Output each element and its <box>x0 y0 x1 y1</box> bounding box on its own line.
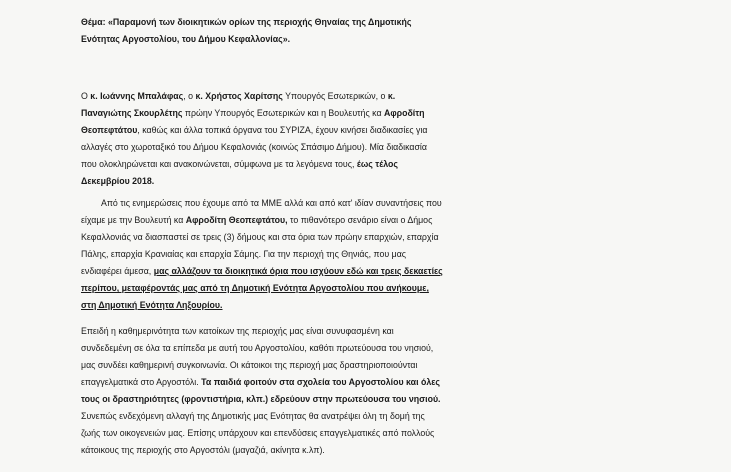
subject-text-1: Θέμα: «Παραμονή των διοικητικών ορίων της περιοχής Θηναίας της Δημοτικής <box>81 17 412 27</box>
subject-line-2 <box>0 31 731 48</box>
emphasis-underlined: μας αλλάζουν τα διοικητικά όρια που ισχύουν εδώ και τρεις δεκαετίες <box>153 266 443 276</box>
p2-line-2 <box>0 212 731 229</box>
p1-text: πρώην Υπουργός Εσωτερικών και η Βουλευτής κα <box>182 108 385 118</box>
p3-line-2 <box>0 340 731 357</box>
p2-text: Από τις ενημερώσεις που έχουμε από τα ΜΜΕ αλλά και από κατ' ιδίαν συναντήσεις που <box>101 198 442 208</box>
subject-line-1 <box>0 14 731 31</box>
p1-line-2 <box>0 105 731 122</box>
emphasis-underlined: στη Δημοτική Ενότητα Ληξουρίου. <box>81 300 223 310</box>
p2-text: ενδιαφέρει άμεσα, <box>81 266 154 276</box>
p1-line-5 <box>0 156 731 173</box>
p3-text: ζωής των οικογενειών μας. Επίσης υπάρχουν και επενδύσεις επαγγελματικές από πολλούς <box>81 428 435 438</box>
person-name: κ. Χρήστος Χαρίτσης <box>195 91 283 101</box>
p3-line-7 <box>0 425 731 442</box>
p2-text: Πάλης, επαρχία Κρανιαίας και επαρχία Σάμης. Για την περιοχή της Θηνιάς, που μας <box>81 249 407 259</box>
person-name: Αφροδίτη <box>384 108 425 118</box>
p1-line-6 <box>0 173 731 190</box>
person-name: Αφροδίτη Θεοπεφτάτου, <box>185 215 288 225</box>
deadline-text: Δεκεμβρίου 2018. <box>81 176 155 186</box>
person-name: κ. Ιωάννης Μπαλάφας <box>90 91 184 101</box>
p3-text: συνδεδεμένη σε όλα τα επίπεδα με αυτή του Αργοστολίου, καθότι πρωτεύουσα του νησιού, <box>81 343 434 353</box>
p1-text: αλλαγές στο χωροταξικό του Δήμου Κεφαλονιάς (κοινώς Σπάσιμο Δήμου). Μία διαδικασία <box>81 142 427 152</box>
p1-text: , καθώς και άλλα τοπικά όργανα του ΣΥΡΙΖΑ, έχουν κινήσει διαδικασίες για <box>137 125 428 135</box>
subject-text-2: Ενότητας Αργοστολίου, του Δήμου Κεφαλλονίας». <box>81 34 291 44</box>
p3-text: κάτοικους της περιοχής στο Αργοστόλι (μαγαζιά, ακίνητα κ.λπ). <box>81 445 325 455</box>
p3-line-3 <box>0 357 731 374</box>
p1-bold: κ. <box>387 91 396 101</box>
deadline-text: έως τέλος <box>356 159 398 169</box>
p2-line-4 <box>0 246 731 263</box>
p1-line-3 <box>0 122 731 139</box>
p3-bold: Τα παιδιά φοιτούν στα σχολεία του Αργοστολίου και όλες <box>201 377 440 387</box>
p3-line-5 <box>0 391 731 408</box>
person-name: Παναγιώτης Σκουρλέτης <box>81 108 183 118</box>
p2-line-1 <box>0 195 731 212</box>
p2-text: Κεφαλλονιάς να διασπαστεί σε τρεις (3) δήμους και στα όρια των πρώην επαρχιών, επαρχία <box>81 232 439 242</box>
p3-text: επαγγελματικά στο Αργοστόλι. <box>81 377 202 387</box>
p3-text: μας συνδέει καθημερινή συγκοινωνία. Οι κάτοικοι της περιοχή μας δραστηριοποιούνται <box>81 360 418 370</box>
p3-text: Επειδή η καθημερινότητα των κατοίκων της περιοχής μας είναι συνυφασμένη και <box>81 326 394 336</box>
p1-line-1 <box>0 88 731 105</box>
p2-line-3 <box>0 229 731 246</box>
p1-text: , ο <box>183 91 196 101</box>
p1-text: που ολοκληρώνεται και ανακοινώνεται, σύμφωνα με τα λεγόμενα τους, <box>81 159 357 169</box>
p3-bold: τους οι δραστηριότητες (φροντιστήρια, κλπ.) εδρεύουν στην πρωτεύουσα του νησιού. <box>81 394 441 404</box>
p2-text: το πιθανότερο σενάριο είναι ο Δήμος <box>287 215 433 225</box>
p2-line-7 <box>0 297 731 314</box>
p2-text: είχαμε με την Βουλευτή κα <box>81 215 186 225</box>
p3-line-6 <box>0 408 731 425</box>
p1-text: Ο <box>81 91 91 101</box>
p3-line-1 <box>0 323 731 340</box>
p1-line-4 <box>0 139 731 156</box>
p3-line-8 <box>0 442 731 459</box>
p2-line-5 <box>0 263 731 280</box>
p3-line-4 <box>0 374 731 391</box>
p1-text: Υπουργός Εσωτερικών, ο <box>282 91 388 101</box>
emphasis-underlined: περίπου, μεταφέροντάς μας από τη Δημοτική Ενότητα Αργοστολίου που ανήκουμε, <box>81 283 429 293</box>
p2-line-6 <box>0 280 731 297</box>
person-name: Θεοπεφτάτου <box>81 125 138 135</box>
p3-text: Συνεπώς ενδεχόμενη αλλαγή της Δημοτικής μας Ενότητας θα ανατρέψει όλη τη δομή της <box>81 411 425 421</box>
